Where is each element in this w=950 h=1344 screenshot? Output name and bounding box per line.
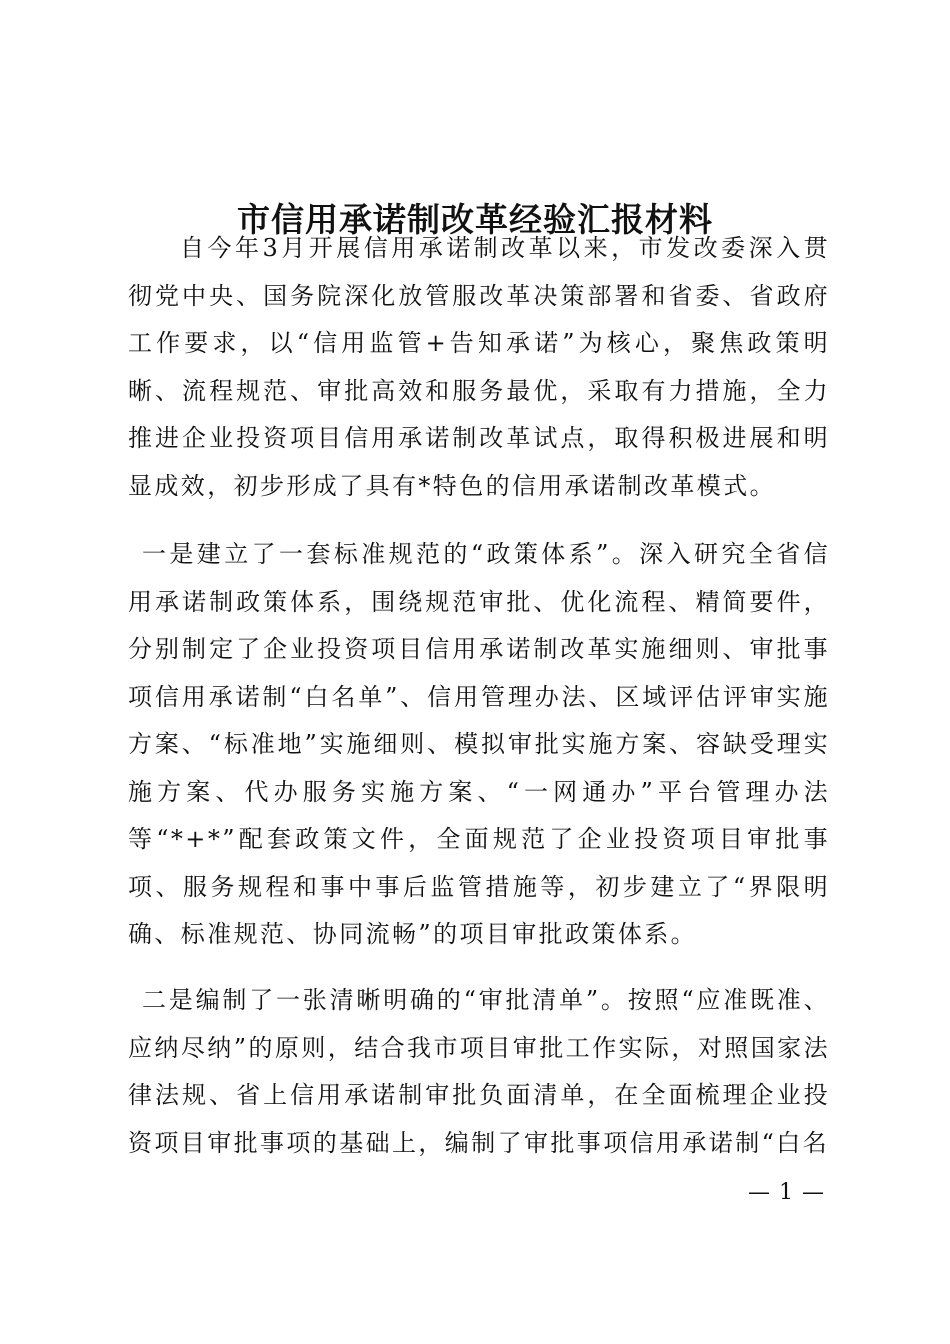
paragraph-policy-system: 一是建立了一套标准规范的“政策体系”。深入研究全省信用承诺制政策体系，围绕规范审批、优化流程、精简要件，分别制定了企业投资项目信用承诺制改革实施细则、审批事项信用承诺制“白名单”、信用管理办法、区域评估评审实施方案、“标准地”实施细则、模拟审批实施方案、容缺受理实施方案、代办服务实施方案、“一网通办”平台管理办法等“*+*”配套政策文件，全面规范了企业投资项目审批事项、服务规程和事中事后监管措施等，初步建立了“界限明确、标准规范、协同流畅”的项目审批政策体系。 bbox=[128, 540, 830, 948]
paragraph-intro: 自今年3月开展信用承诺制改革以来，市发改委深入贯彻党中央、国务院深化放管服改革决策部署和省委、省政府工作要求，以“信用监管+告知承诺”为核心，聚焦政策明晰、流程规范、审批高效和服务最优，采取有力措施，全力推进企业投资项目信用承诺制改革试点，取得积极进展和明显成效，初步形成了具有*特色的信用承诺制改革模式。 bbox=[128, 234, 830, 500]
document-title: 市信用承诺制改革经验汇报材料 bbox=[237, 200, 713, 240]
paragraph-approval-list: 二是编制了一张清晰明确的“审批清单”。按照“应准既准、应纳尽纳”的原则，结合我市项目审批工作实际，对照国家法律法规、省上信用承诺制审批负面清单，在全面梳理企业投资项目审批事项的基础上，编制了审批事项信用承诺制“白名 bbox=[128, 986, 830, 1157]
page-number: — 1 — bbox=[748, 1180, 825, 1205]
